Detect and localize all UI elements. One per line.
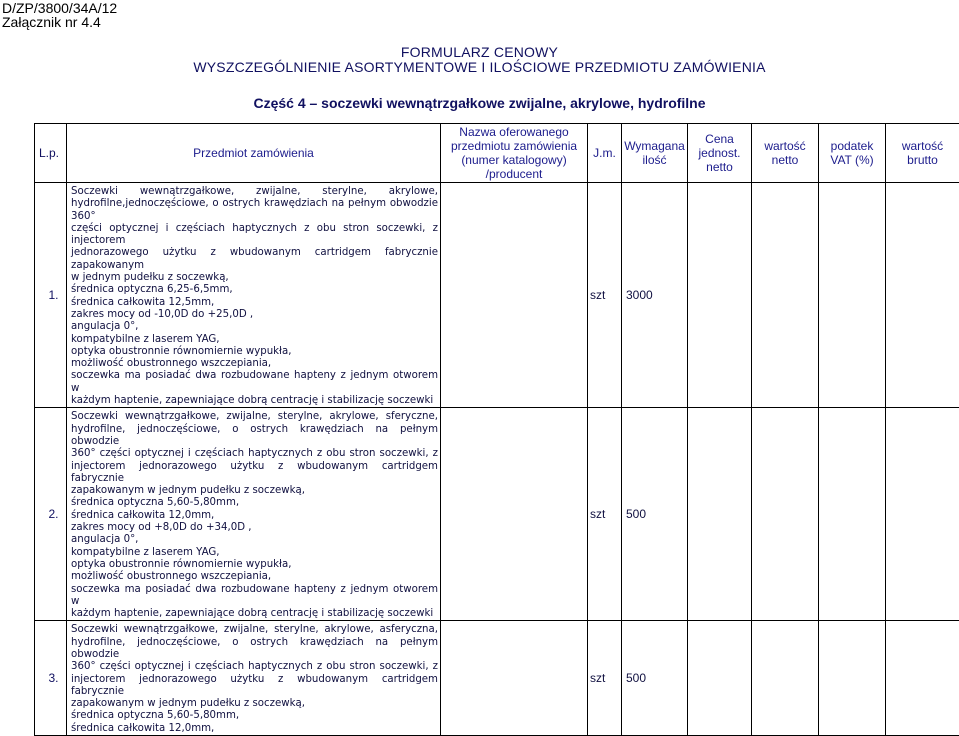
row-gross-value (886, 408, 959, 621)
description-line: soczewka ma posiadać dwa rozbudowane hapteny z jednym otworem w (71, 584, 438, 609)
part-title: Część 4 – soczewki wewnątrzgałkowe zwijalne, akrylowe, hydrofilne (0, 95, 959, 111)
header-gross-value: wartość brutto (886, 124, 959, 183)
table-header-row (35, 124, 959, 183)
description-line: średnica całkowita 12,0mm, (71, 723, 438, 735)
row-lp: 2. (35, 408, 67, 621)
row-description (67, 621, 441, 736)
description-line: hydrofilne, jednoczęściowe, o ostrych krawędziach na pełnym obwodzie (71, 637, 438, 662)
description-line: hydrofilne,jednoczęściowe, o ostrych krawędziach na pełnym obwodzie 360° (71, 198, 438, 223)
attachment-label: Załącznik nr 4.4 (2, 15, 117, 29)
reference-number: D/ZP/3800/34A/12 (2, 1, 117, 15)
description-line: angulacja 0°, (71, 321, 438, 333)
description-line: zapakowanym w jednym pudełku z soczewką, (71, 698, 438, 710)
table-row (35, 183, 959, 408)
description-line: części optycznej i częściach haptycznych z obu stron soczewki, z injectorem (71, 223, 438, 248)
form-title-line1: FORMULARZ CENOWY (0, 45, 959, 60)
row-unit-price (688, 408, 752, 621)
description-line: w jednym pudełku z soczewką, (71, 272, 438, 284)
row-description (67, 408, 441, 621)
description-line: każdym haptenie, zapewniające dobrą centrację i stabilizację soczewki (71, 395, 438, 407)
description-line: 360° części optycznej i częściach haptycznych z obu stron soczewki, z (71, 661, 438, 673)
row-unit: szt (588, 621, 622, 736)
row-net-value (752, 183, 819, 408)
row-vat (819, 183, 886, 408)
row-offer-name (441, 408, 588, 621)
document-reference (2, 1, 117, 29)
row-lp: 3. (35, 621, 67, 736)
header-net-value: wartość netto (752, 124, 819, 183)
description-line: średnica optyczna 5,60-5,80mm, (71, 497, 438, 509)
row-qty: 500 (622, 621, 688, 736)
description-line: hydrofilne, jednoczęściowe, o ostrych krawędziach na pełnym obwodzie (71, 424, 438, 449)
description-line: kompatybilne z laserem YAG, (71, 547, 438, 559)
description-line: Soczewki wewnątrzgałkowe, zwijalne, sterylne, akrylowe, sferyczne, (71, 411, 438, 423)
description-line: możliwość obustronnego wszczepiania, (71, 571, 438, 583)
row-unit: szt (588, 408, 622, 621)
price-table (34, 123, 959, 736)
description-line: każdym haptenie, zapewniające dobrą centrację i stabilizację soczewki (71, 608, 438, 620)
row-offer-name (441, 183, 588, 408)
form-title (0, 45, 959, 75)
header-subject: Przedmiot zamówienia (67, 124, 441, 183)
row-gross-value (886, 183, 959, 408)
description-line: angulacja 0°, (71, 534, 438, 546)
description-line: średnica optyczna 5,60-5,80mm, (71, 710, 438, 722)
form-title-line2: WYSZCZEGÓLNIENIE ASORTYMENTOWE I ILOŚCIOWE PRZEDMIOTU ZAMÓWIENIA (0, 60, 959, 75)
row-vat (819, 408, 886, 621)
description-line: zapakowanym w jednym pudełku z soczewką, (71, 485, 438, 497)
description-line: 360° części optycznej i częściach haptycznych z obu stron soczewki, z (71, 448, 438, 460)
description-line: injectorem jednorazowego użytku z wbudowanym cartridgem fabrycznie (71, 461, 438, 486)
description-line: soczewka ma posiadać dwa rozbudowane hapteny z jednym otworem w (71, 370, 438, 395)
description-line: średnica całkowita 12,0mm, (71, 510, 438, 522)
header-lp: L.p. (35, 124, 67, 183)
row-net-value (752, 408, 819, 621)
description-line: możliwość obustronnego wszczepiania, (71, 358, 438, 370)
description-line: optyka obustronnie równomiernie wypukła, (71, 559, 438, 571)
row-unit-price (688, 183, 752, 408)
table-row (35, 621, 959, 736)
row-vat (819, 621, 886, 736)
row-qty: 3000 (622, 183, 688, 408)
description-line: średnica całkowita 12,5mm, (71, 297, 438, 309)
header-qty: Wymagana ilość (622, 124, 688, 183)
header-unit-price: Cena jednost. netto (688, 124, 752, 183)
header-vat: podatek VAT (%) (819, 124, 886, 183)
description-line: optyka obustronnie równomiernie wypukła, (71, 346, 438, 358)
description-line: Soczewki wewnątrzgałkowe, zwijalne, sterylne, akrylowe, asferyczna, (71, 624, 438, 636)
row-description (67, 183, 441, 408)
description-line: średnica optyczna 6,25-6,5mm, (71, 284, 438, 296)
row-unit: szt (588, 183, 622, 408)
row-net-value (752, 621, 819, 736)
row-unit-price (688, 621, 752, 736)
row-gross-value (886, 621, 959, 736)
table-row (35, 408, 959, 621)
row-qty: 500 (622, 408, 688, 621)
header-offer-name: Nazwa oferowanego przedmiotu zamówienia (numer katalogowy) /producent (441, 124, 588, 183)
row-offer-name (441, 621, 588, 736)
description-line: zakres mocy od +8,0D do +34,0D , (71, 522, 438, 534)
description-line: injectorem jednorazowego użytku z wbudowanym cartridgem fabrycznie (71, 674, 438, 699)
description-line: jednorazowego użytku z wbudowanym cartridgem fabrycznie zapakowanym (71, 247, 438, 272)
row-lp: 1. (35, 183, 67, 408)
header-unit: J.m. (588, 124, 622, 183)
description-line: Soczewki wewnątrzgałkowe, zwijalne, sterylne, akrylowe, (71, 186, 438, 198)
description-line: zakres mocy od -10,0D do +25,0D , (71, 309, 438, 321)
description-line: kompatybilne z laserem YAG, (71, 334, 438, 346)
